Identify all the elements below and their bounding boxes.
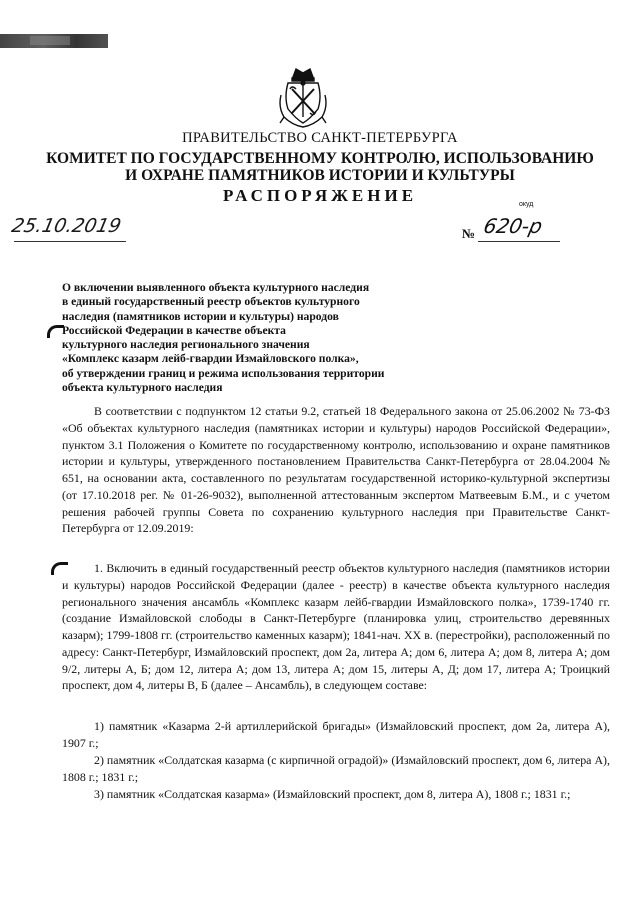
paragraph-text: 1) памятник «Казарма 2-й артиллерийской бригады» (Измайловский проспект, дом 2а, литера А), 1907 г.; (62, 719, 610, 750)
clause-1-paragraph (62, 560, 610, 694)
list-item-3 (62, 786, 610, 803)
number-underline (478, 241, 560, 242)
subject-line: О включении выявленного объекта культурного наследия (62, 281, 370, 294)
committee-name-line-2: И ОХРАНЕ ПАМЯТНИКОВ ИСТОРИИ И КУЛЬТУРЫ (125, 167, 515, 184)
subject-line: Российской Федерации в качестве объекта (62, 323, 286, 337)
document-subject (62, 281, 412, 395)
handwritten-order-number: 620-р (481, 214, 545, 238)
committee-name-line-1: КОМИТЕТ ПО ГОСУДАРСТВЕННОМУ КОНТРОЛЮ, ИСПОЛЬЗОВАНИЮ (46, 150, 594, 167)
coat-of-arms-icon (278, 67, 328, 129)
paragraph-text: 1. Включить в единый государственный реестр объектов культурного наследия (памятников истории и культуры) народов Российской Федерации (далее - реестр) в качестве объекта культурного наследия регионального значения ансамбль «Комплекс казарм лейб-гвардии Измайловского полка», 1739-1740 гг. (создание Измайловской слободы в Санкт-Петербурге (планировка улиц, строительство деревянных казарм); 1799-1808 гг. (строительство каменных казарм); 1841-нач. XX в. (перестройки), расположенный по адресу: Санкт-Петербург, Измайловский проспект, дом 2а, литера А; дом 6, литера А; дом 8, литера А; дом 9/2, литеры А, Б; дом 12, литера А; дом 13, литера А; дом 15, литеры А, Д; дом 17, литера А; Троицкий проспект, дом 4, литеры В, Б (далее – Ансамбль), в следующем составе: (62, 561, 610, 693)
subject-line: наследия (памятников истории и культуры) народов (62, 309, 339, 323)
subject-line: «Комплекс казарм лейб-гвардии Измайловского полка», (62, 352, 359, 366)
paragraph-text: 2) памятник «Солдатская казарма (с кирпичной оградой)» (Измайловский проспект, дом 6, литера А), 1808 г.; 1831 г.; (62, 753, 610, 784)
subject-line: в единый государственный реестр объектов культурного (62, 295, 360, 309)
government-name: ПРАВИТЕЛЬСТВО САНКТ-ПЕТЕРБУРГА (182, 130, 458, 146)
preamble-paragraph (62, 403, 610, 537)
document-type-title: РАСПОРЯЖЕНИЕ (222, 186, 418, 205)
paragraph-text: 3) памятник «Солдатская казарма» (Измайловский проспект, дом 8, литера А), 1808 г.; 1831 г.; (94, 787, 571, 801)
okud-label: окуд (519, 201, 534, 208)
list-item-1 (62, 718, 610, 752)
scan-artifact-highlight (30, 36, 70, 45)
subject-line: культурного наследия регионального значения (62, 338, 310, 352)
handwritten-date: 25.10.2019 (9, 215, 124, 237)
number-label: № (462, 226, 476, 241)
list-item-2 (62, 752, 610, 786)
date-underline (14, 241, 126, 242)
subject-line: об утверждении границ и режима использования территории (62, 366, 385, 380)
paragraph-text: В соответствии с подпунктом 12 статьи 9.2, статьей 18 Федерального закона от 25.06.2002 № 73-ФЗ «Об объектах культурного наследия (памятниках истории и культуры) народов Российской Федерации», пунктом 3.1 Положения о Комитете по государственному контролю, использованию и охране памятников истории и культуры, утвержденного постановлением Правительства Санкт-Петербурга от 28.04.2004 № 651, на основании акта, составленного по результатам государственной историко-культурной экспертизы (от 17.10.2018 рег. № 01-26-9032), выполненной аттестованным экспертом Матвеевым Б.М., и с учетом решения рабочей группы Совета по сохранению культурного наследия при Правительстве Санкт-Петербурга от 12.09.2019: (62, 404, 610, 536)
subject-line: объекта культурного наследия (62, 381, 223, 395)
